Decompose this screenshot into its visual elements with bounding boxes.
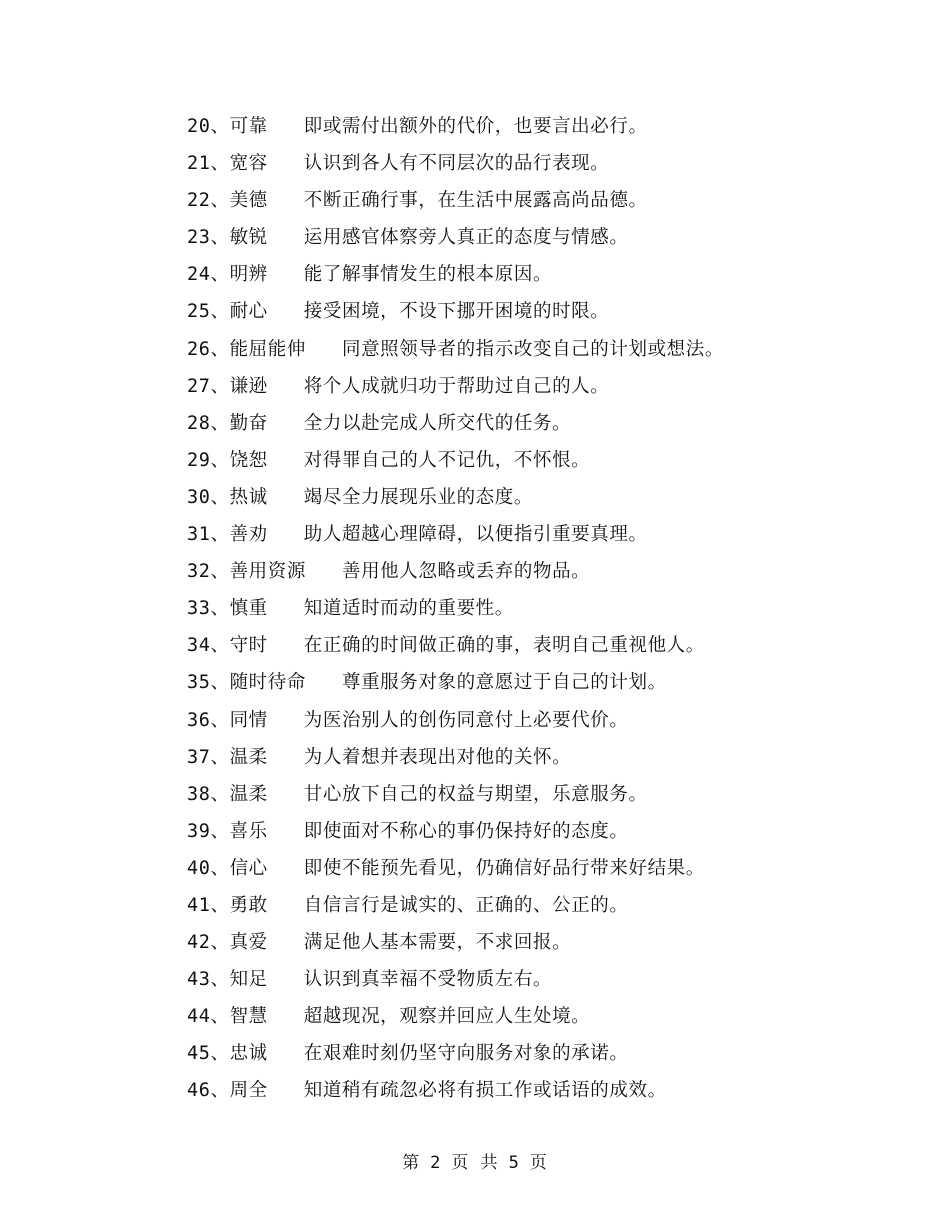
item-description: 在艰难时刻仍坚守向服务对象的承诺。 <box>303 1043 629 1065</box>
list-item <box>187 260 887 297</box>
footer-prefix: 第 <box>402 1153 421 1173</box>
item-description: 即或需付出额外的代价，也要言出必行。 <box>303 116 648 137</box>
list-item <box>187 631 887 668</box>
item-description: 不断正确行事，在生活中展露高尚品德。 <box>303 190 648 212</box>
item-description: 在正确的时间做正确的事，表明自己重视他人。 <box>303 635 705 657</box>
item-number: 35、 <box>187 672 230 694</box>
item-description: 自信言行是诚实的、正确的、公正的。 <box>303 894 629 916</box>
item-number: 40、 <box>187 857 230 879</box>
item-term: 真爱 <box>229 932 268 954</box>
item-description: 认识到各人有不同层次的品行表现。 <box>303 153 610 175</box>
list-item <box>187 1076 887 1113</box>
item-term: 温柔 <box>229 783 268 805</box>
item-description: 超越现况，观察并回应人生处境。 <box>303 1006 591 1028</box>
list-item <box>187 594 887 631</box>
item-number: 41、 <box>187 894 230 916</box>
item-number: 26、 <box>187 338 230 360</box>
list-item <box>187 186 887 223</box>
item-term: 宽容 <box>229 153 268 175</box>
item-description: 即使面对不称心的事仍保持好的态度。 <box>303 820 629 842</box>
item-description: 为医治别人的创伤同意付上必要代价。 <box>303 709 629 731</box>
item-description: 善用他人忽略或丢弃的物品。 <box>341 561 591 583</box>
footer-total-pages: 5 <box>508 1153 520 1173</box>
list-item <box>187 854 887 891</box>
item-term: 可靠 <box>229 116 268 137</box>
item-number: 32、 <box>187 561 230 583</box>
footer-middle: 页 共 <box>451 1153 499 1173</box>
item-description: 满足他人基本需要，不求回报。 <box>303 932 572 954</box>
item-term: 热诚 <box>229 486 268 508</box>
item-number: 38、 <box>187 783 230 805</box>
list-item <box>187 706 887 743</box>
list-item <box>187 483 887 520</box>
item-number: 28、 <box>187 412 230 434</box>
item-number: 22、 <box>187 190 230 212</box>
item-number: 45、 <box>187 1043 230 1065</box>
item-number: 20、 <box>187 116 230 137</box>
item-term: 周全 <box>229 1080 268 1102</box>
list-item <box>187 928 887 965</box>
item-term: 美德 <box>229 190 268 212</box>
item-number: 25、 <box>187 301 230 323</box>
item-description: 尊重服务对象的意愿过于自己的计划。 <box>341 672 667 694</box>
item-term: 勤奋 <box>229 412 268 434</box>
item-term: 能屈能伸 <box>229 338 306 360</box>
item-term: 慎重 <box>229 598 268 620</box>
item-term: 同情 <box>229 709 268 731</box>
item-number: 24、 <box>187 264 230 286</box>
list-item <box>187 891 887 928</box>
item-number: 33、 <box>187 598 230 620</box>
item-number: 37、 <box>187 746 230 768</box>
item-number: 29、 <box>187 449 230 471</box>
item-description: 认识到真幸福不受物质左右。 <box>303 969 553 991</box>
item-description: 知道适时而动的重要性。 <box>303 598 514 620</box>
item-description: 将个人成就归功于帮助过自己的人。 <box>303 375 610 397</box>
list-item <box>187 965 887 1002</box>
item-description: 运用感官体察旁人真正的态度与情感。 <box>303 227 629 249</box>
list-item <box>187 223 887 260</box>
item-number: 23、 <box>187 227 230 249</box>
item-number: 27、 <box>187 375 230 397</box>
item-term: 喜乐 <box>229 820 268 842</box>
item-description: 全力以赴完成人所交代的任务。 <box>303 412 572 434</box>
item-term: 温柔 <box>229 746 268 768</box>
item-number: 43、 <box>187 969 230 991</box>
item-number: 46、 <box>187 1080 230 1102</box>
list-item <box>187 372 887 409</box>
list-item <box>187 335 887 372</box>
list-item <box>187 1002 887 1039</box>
list-item <box>187 743 887 780</box>
item-term: 守时 <box>229 635 268 657</box>
item-number: 31、 <box>187 524 230 546</box>
list-item <box>187 520 887 557</box>
item-term: 谦逊 <box>229 375 268 397</box>
item-description: 助人超越心理障碍，以便指引重要真理。 <box>303 524 648 546</box>
item-description: 即使不能预先看见，仍确信好品行带来好结果。 <box>303 857 705 879</box>
list-item <box>187 557 887 594</box>
list-item <box>187 446 887 483</box>
item-term: 勇敢 <box>229 894 268 916</box>
list-item <box>187 112 887 149</box>
item-term: 智慧 <box>229 1006 268 1028</box>
item-description: 为人着想并表现出对他的关怀。 <box>303 746 572 768</box>
item-number: 42、 <box>187 932 230 954</box>
item-term: 饶恕 <box>229 449 268 471</box>
item-term: 随时待命 <box>229 672 306 694</box>
item-number: 36、 <box>187 709 230 731</box>
footer-page-number: 2 <box>430 1153 442 1173</box>
list-item <box>187 668 887 705</box>
list-item <box>187 149 887 186</box>
item-description: 接受困境，不设下挪开困境的时限。 <box>303 301 610 323</box>
virtue-list <box>187 112 887 1114</box>
item-term: 善用资源 <box>229 561 306 583</box>
item-term: 知足 <box>229 969 268 991</box>
item-number: 34、 <box>187 635 230 657</box>
list-item <box>187 1039 887 1076</box>
item-term: 耐心 <box>229 301 268 323</box>
item-number: 30、 <box>187 486 230 508</box>
list-item <box>187 817 887 854</box>
item-number: 39、 <box>187 820 230 842</box>
item-description: 甘心放下自己的权益与期望，乐意服务。 <box>303 783 648 805</box>
item-description: 竭尽全力展现乐业的态度。 <box>303 486 533 508</box>
item-description: 对得罪自己的人不记仇，不怀恨。 <box>303 449 591 471</box>
item-term: 敏锐 <box>229 227 268 249</box>
item-term: 信心 <box>229 857 268 879</box>
item-number: 44、 <box>187 1006 230 1028</box>
list-item <box>187 409 887 446</box>
item-term: 明辨 <box>229 264 268 286</box>
page-footer <box>0 1148 950 1173</box>
list-item <box>187 297 887 334</box>
footer-suffix: 页 <box>529 1153 548 1173</box>
item-description: 知道稍有疏忽必将有损工作或话语的成效。 <box>303 1080 667 1102</box>
item-description: 同意照领导者的指示改变自己的计划或想法。 <box>341 338 724 360</box>
list-item <box>187 780 887 817</box>
item-description: 能了解事情发生的根本原因。 <box>303 264 553 286</box>
item-term: 忠诚 <box>229 1043 268 1065</box>
item-term: 善劝 <box>229 524 268 546</box>
item-number: 21、 <box>187 153 230 175</box>
